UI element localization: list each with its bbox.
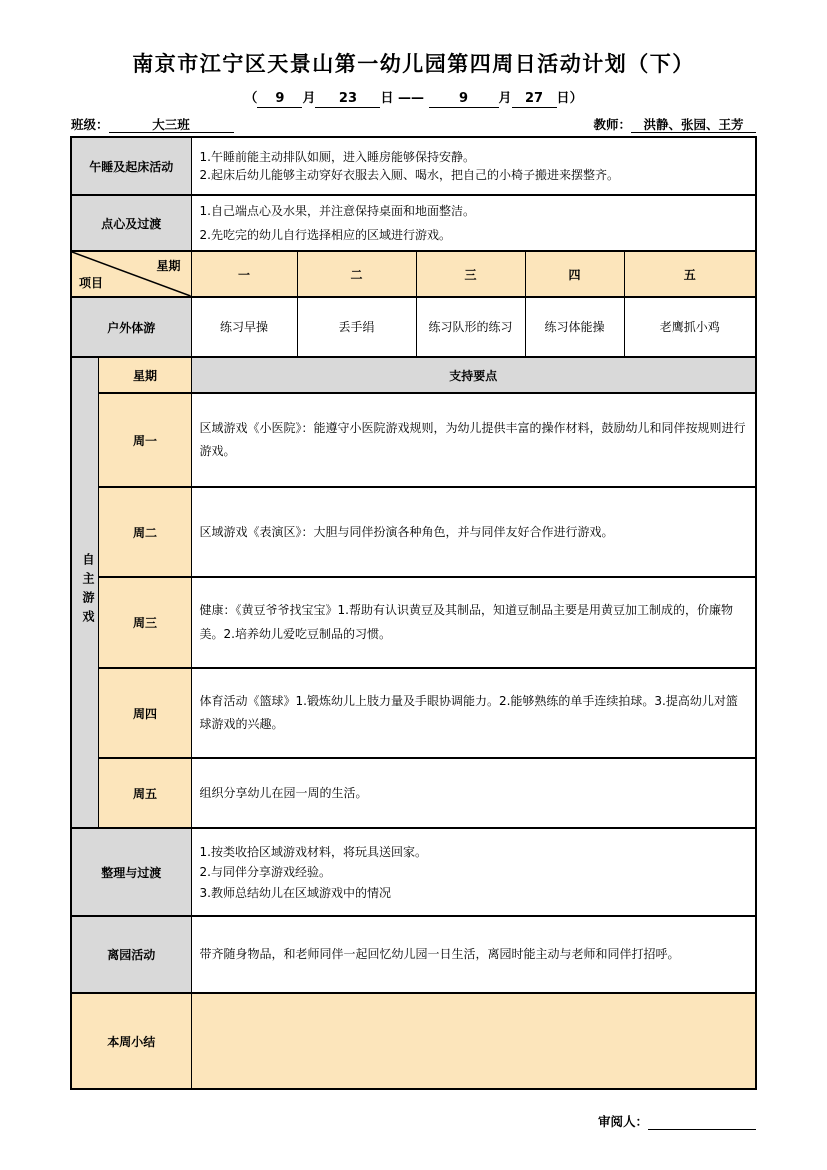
outdoor-label-text: 户外体游 [107, 320, 156, 335]
corner-week-label: 星期 [156, 259, 181, 274]
leave-label-text: 离园活动 [107, 948, 156, 963]
text-line: 3.教师总结幼儿在区域游戏中的情况 [199, 885, 391, 900]
snack-label [71, 195, 191, 251]
autonomous-day-mon: 周一 [99, 393, 191, 487]
autonomous-text-fri: 组织分享幼儿在园一周的生活。 [191, 758, 756, 828]
outdoor-fri: 老鹰抓小鸡 [624, 297, 756, 357]
day-header-fri: 五 [624, 251, 756, 297]
tidy-label-text: 整理与过渡 [101, 865, 162, 880]
teacher-value: 洪静、张园、王芳 [631, 118, 756, 133]
class-label: 班级： [71, 116, 109, 132]
row-autonomous-fri [71, 758, 756, 828]
autonomous-side-label: 自主游戏 [80, 553, 95, 630]
autonomous-day-thu: 周四 [99, 668, 191, 758]
date-close-paren: ） [569, 91, 583, 106]
reviewer-blank-field [648, 1116, 756, 1130]
row-autonomous-tue [71, 487, 756, 577]
date-month2: 9 [429, 92, 499, 108]
date-month1: 9 [257, 92, 302, 108]
leave-content: 带齐随身物品，和老师同伴一起回忆幼儿园一日生活，离园时能主动与老师和同伴打招呼。 [191, 916, 756, 993]
autonomous-text-mon: 区域游戏《小医院》：能遵守小医院游戏规则，为幼儿提供丰富的操作材料，鼓励幼儿和同伴按规则进行游戏。 [191, 393, 756, 487]
row-outdoor [71, 297, 756, 357]
activity-plan-table [70, 136, 757, 1090]
outdoor-mon: 练习早操 [191, 297, 297, 357]
autonomous-text-wed: 健康：《黄豆爷爷找宝宝》1.帮助有认识黄豆及其制品，知道豆制品主要是用黄豆加工制成的，价廉物美。2.培养幼儿爱吃豆制品的习惯。 [191, 577, 756, 668]
text-line: 1.自己端点心及水果，并注意保持桌面和地面整洁。 [199, 204, 475, 219]
corner-item-label: 项目 [78, 276, 103, 291]
row-autonomous-header [71, 357, 756, 393]
text-line: 2.起床后幼儿能够主动穿好衣服去入厕、喝水，把自己的小椅子搬进来摆整齐。 [199, 168, 619, 183]
tidy-label [71, 828, 191, 916]
outdoor-label [71, 297, 191, 357]
leave-label [71, 916, 191, 993]
nap-label-text: 午睡及起床活动 [89, 159, 174, 174]
outdoor-tue: 丢手绢 [297, 297, 416, 357]
row-nap [71, 137, 756, 195]
autonomous-text-tue: 区域游戏《表演区》：大胆与同伴扮演各种角色，并与同伴友好合作进行游戏。 [191, 487, 756, 577]
text-line: 1.午睡前能主动排队如厕，进入睡房能够保持安静。 [199, 149, 475, 164]
row-autonomous-mon [71, 393, 756, 487]
autonomous-text-thu: 体育活动《篮球》1.锻炼幼儿上肢力量及手眼协调能力。2.能够熟练的单手连续拍球。3.提高幼儿对篮球游戏的兴趣。 [191, 668, 756, 758]
text-line: 2.先吃完的幼儿自行选择相应的区域进行游戏。 [199, 228, 451, 243]
autonomous-side-label-cell [71, 357, 99, 828]
date-day1: 23 [315, 92, 380, 108]
date-dash: —— [398, 91, 424, 106]
text-line: 2.与同伴分享游戏经验。 [199, 865, 331, 880]
class-teacher-line [71, 115, 756, 133]
date-day2-label: 日 [556, 91, 570, 106]
day-header-thu: 四 [525, 251, 624, 297]
tidy-content [191, 828, 756, 916]
reviewer-line [71, 1112, 756, 1130]
teacher-label: 教师： [593, 116, 631, 132]
teacher-field [593, 115, 756, 133]
autonomous-week-header: 星期 [99, 357, 191, 393]
autonomous-day-wed: 周三 [99, 577, 191, 668]
row-week-header [71, 251, 756, 297]
nap-label [71, 137, 191, 195]
row-autonomous-wed [71, 577, 756, 668]
day-header-mon: 一 [191, 251, 297, 297]
summary-label [71, 993, 191, 1089]
date-month2-label: 月 [498, 91, 512, 106]
text-line: 1.按类收拾区域游戏材料，将玩具送回家。 [199, 844, 427, 859]
page-title: 南京市江宁区天景山第一幼儿园第四周日活动计划（下） [132, 52, 695, 76]
day-header-tue: 二 [297, 251, 416, 297]
date-range [0, 87, 827, 108]
summary-content [191, 993, 756, 1089]
summary-label-text: 本周小结 [107, 1034, 156, 1049]
day-header-wed: 三 [416, 251, 525, 297]
autonomous-day-tue: 周二 [99, 487, 191, 577]
class-value: 大三班 [109, 118, 234, 133]
outdoor-thu: 练习体能操 [525, 297, 624, 357]
autonomous-day-fri: 周五 [99, 758, 191, 828]
row-tidy [71, 828, 756, 916]
row-autonomous-thu [71, 668, 756, 758]
date-day1-label: 日 [380, 91, 394, 106]
diagonal-header-cell [71, 251, 191, 297]
date-month1-label: 月 [302, 91, 316, 106]
row-leave [71, 916, 756, 993]
outdoor-wed: 练习队形的练习 [416, 297, 525, 357]
snack-content [191, 195, 756, 251]
date-open-paren: （ [244, 91, 258, 106]
row-summary [71, 993, 756, 1089]
date-day2: 27 [512, 92, 557, 108]
nap-content [191, 137, 756, 195]
snack-label-text: 点心及过渡 [101, 216, 162, 231]
autonomous-points-header: 支持要点 [191, 357, 756, 393]
reviewer-label: 审阅人： [597, 1114, 648, 1130]
class-field [71, 115, 234, 133]
row-snack [71, 195, 756, 251]
